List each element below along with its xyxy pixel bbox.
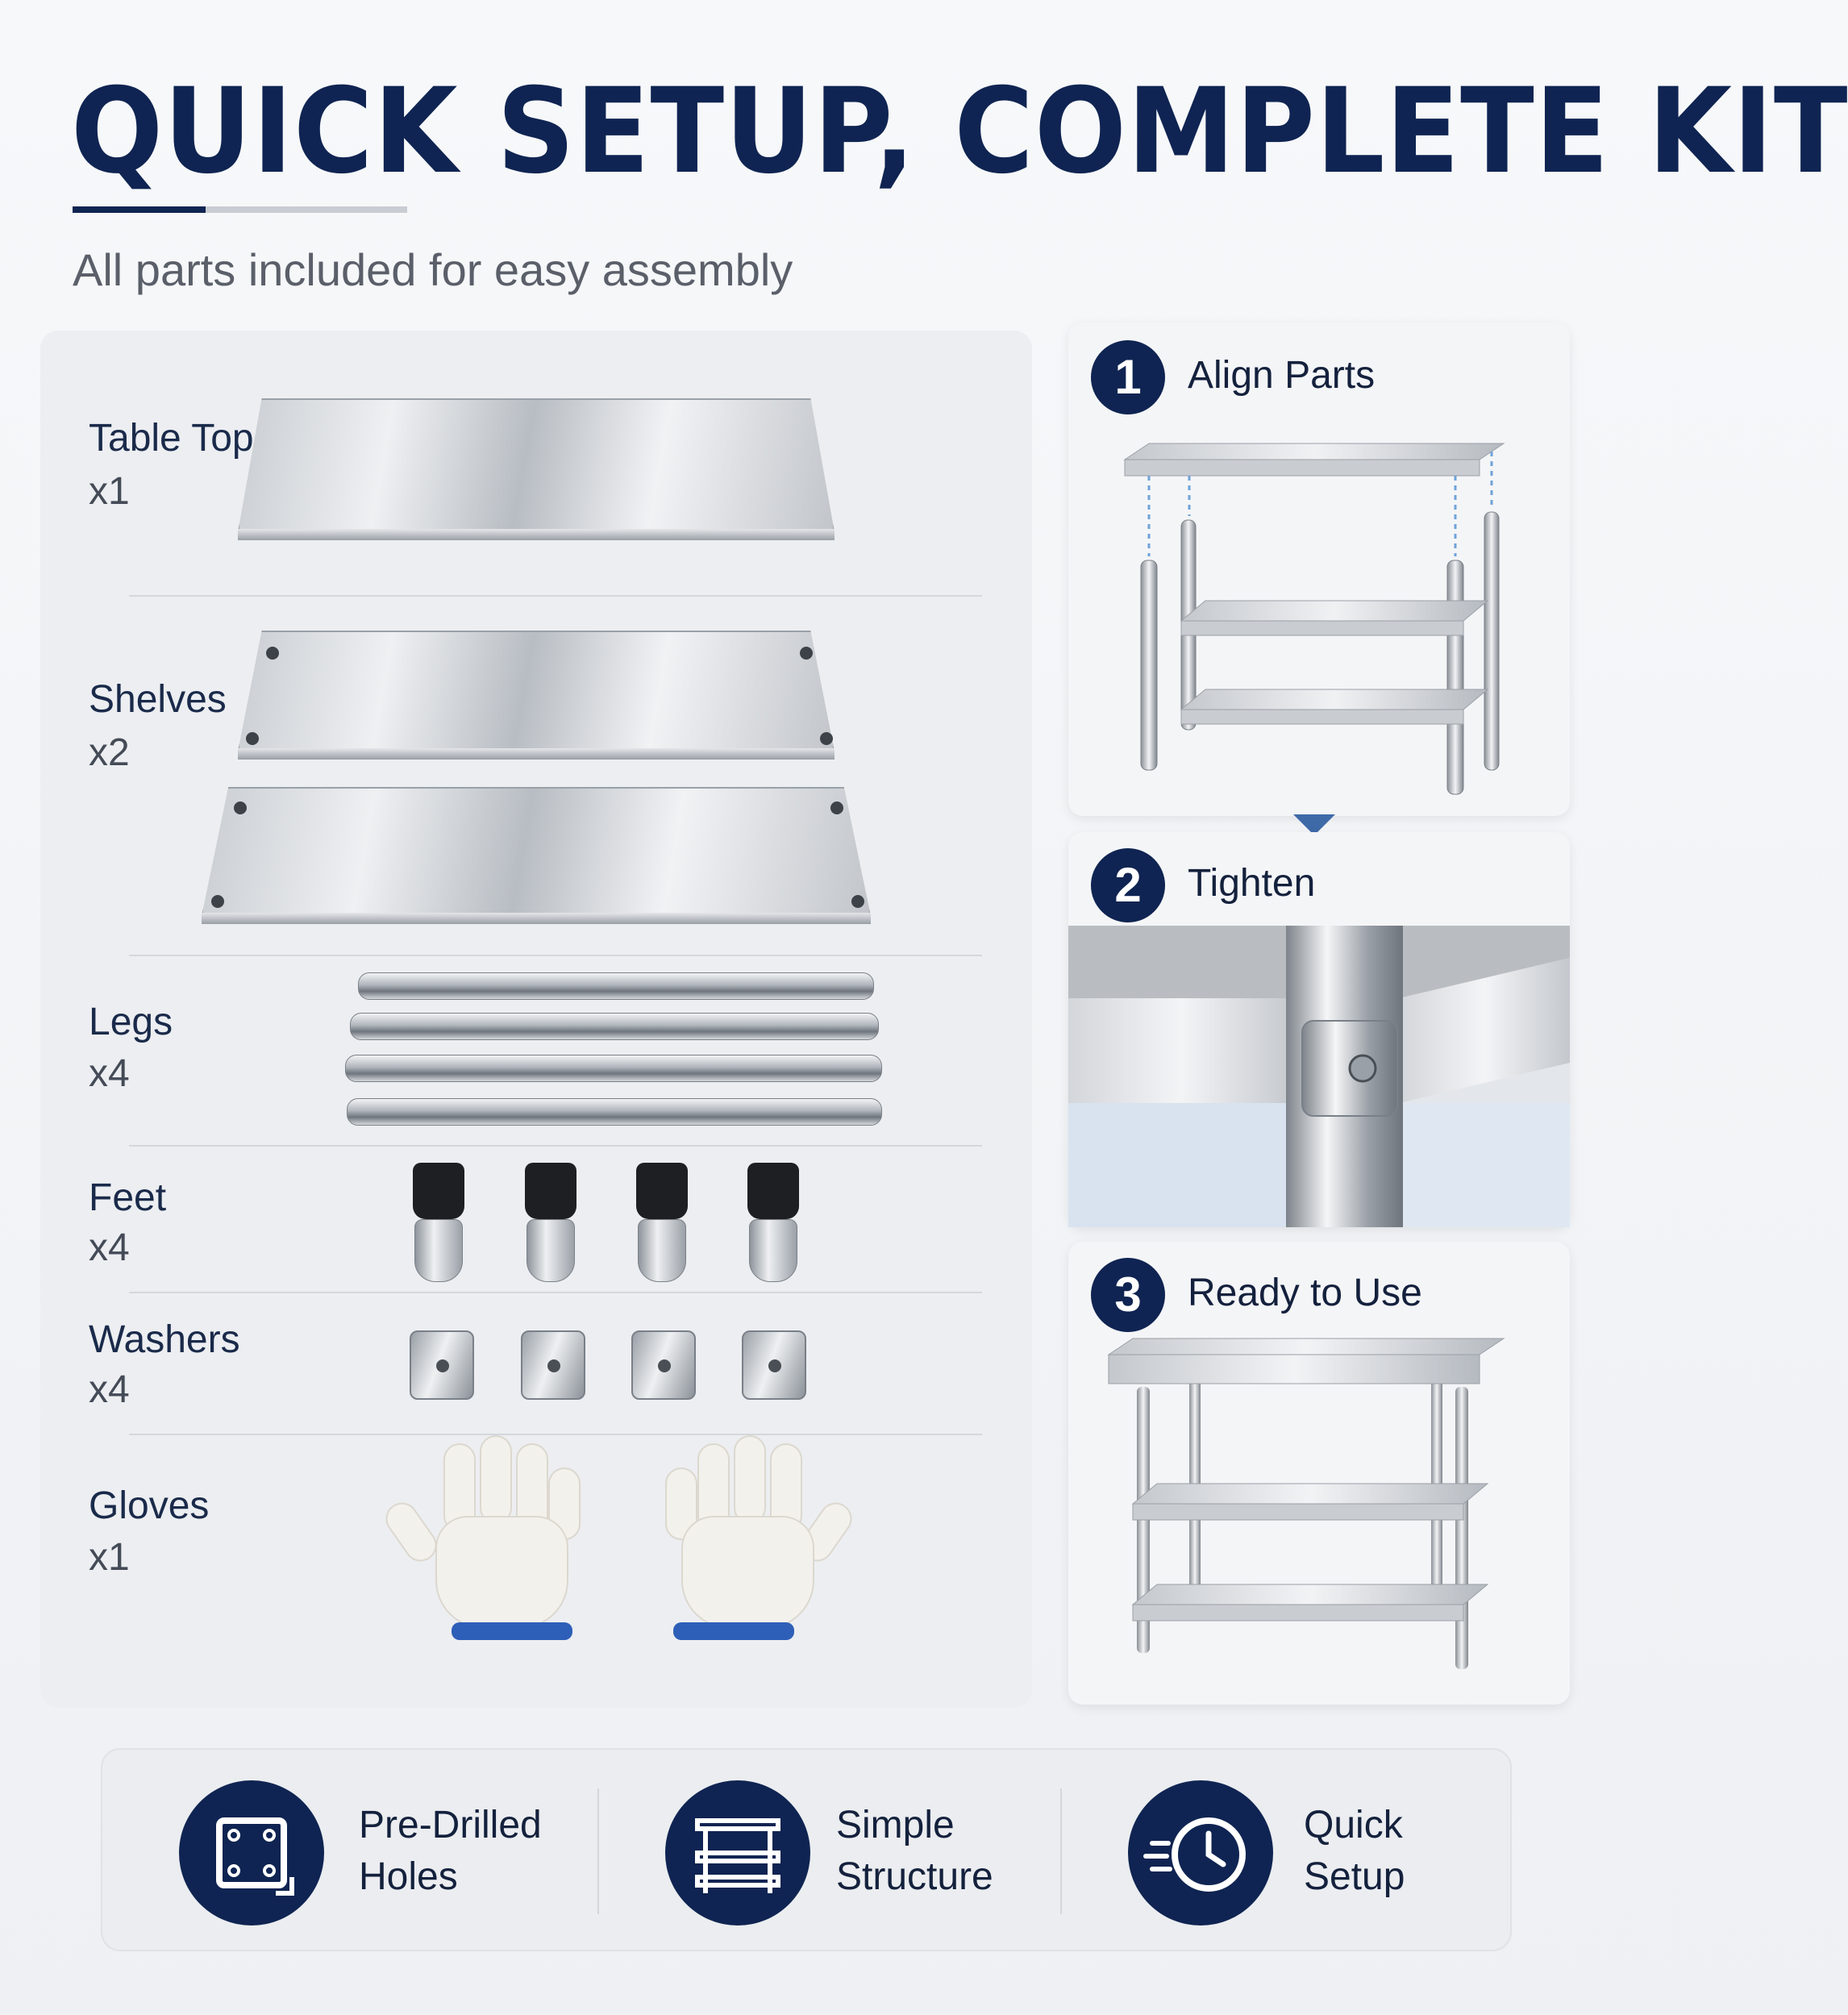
step-card-align-parts <box>1068 323 1570 816</box>
kit-item-label: Gloves <box>89 1484 210 1527</box>
kit-item-qty: x4 <box>89 1368 130 1411</box>
step-label: Tighten <box>1188 862 1316 905</box>
feature-line: Quick <box>1304 1804 1403 1846</box>
drilled-plate-icon <box>179 1780 324 1925</box>
shelf-structure-icon <box>665 1780 810 1925</box>
kit-item-label: Shelves <box>89 678 227 721</box>
kit-item-qty: x1 <box>89 1536 130 1579</box>
kit-item-label: Legs <box>89 1001 173 1043</box>
assembled-table-illustration <box>1101 1338 1536 1693</box>
kit-item-label: Table Top <box>89 417 254 460</box>
kit-item-label: Washers <box>89 1318 240 1361</box>
kit-item-qty: x4 <box>89 1226 130 1269</box>
feature-quick-setup <box>1304 1800 1405 1903</box>
page-subtitle: All parts included for easy assembly <box>73 244 793 295</box>
feature-pre-drilled-holes <box>359 1800 542 1903</box>
kit-item-qty: x2 <box>89 731 130 774</box>
step-number-badge: 3 <box>1091 1258 1165 1332</box>
feature-line: Setup <box>1304 1855 1405 1898</box>
step-number-badge: 1 <box>1091 340 1165 414</box>
step-number-badge: 2 <box>1091 848 1165 922</box>
kit-contents-panel <box>40 331 1032 1708</box>
align-parts-illustration <box>1101 419 1536 806</box>
features-bar <box>101 1748 1512 1951</box>
feature-line: Simple <box>836 1804 955 1846</box>
feature-line: Structure <box>836 1855 993 1898</box>
feature-line: Pre-Drilled <box>359 1804 542 1846</box>
feature-line: Holes <box>359 1855 458 1898</box>
kit-item-qty: x1 <box>89 470 130 513</box>
page-title: QUICK SETUP, COMPLETE KIT <box>71 63 1848 200</box>
step-card-tighten <box>1068 832 1570 1227</box>
fast-clock-icon <box>1128 1780 1273 1925</box>
feature-simple-structure <box>836 1800 993 1903</box>
step-card-ready <box>1068 1242 1570 1705</box>
kit-item-label: Feet <box>89 1176 167 1219</box>
step-label: Ready to Use <box>1188 1272 1422 1314</box>
step-label: Align Parts <box>1188 354 1376 397</box>
tighten-closeup-illustration <box>1068 926 1570 1227</box>
kit-item-qty: x4 <box>89 1052 130 1095</box>
